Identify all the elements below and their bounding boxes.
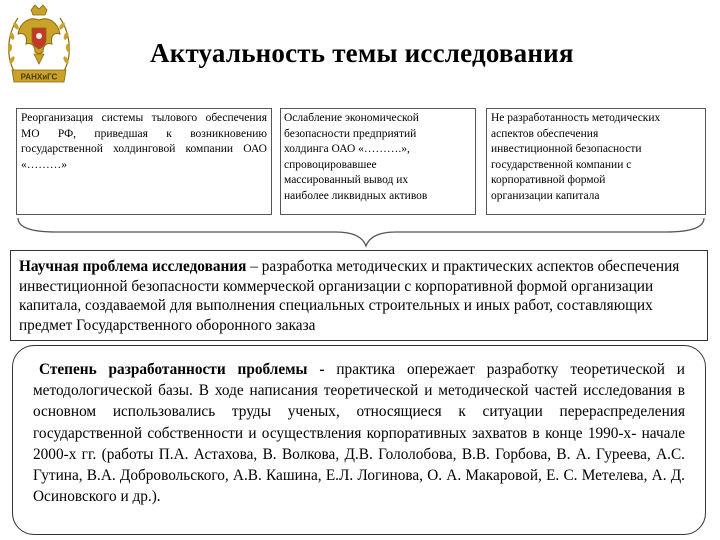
curly-brace-icon <box>16 216 706 250</box>
reason-box-reorganization: Реорганизация системы тылового обеспечения МО РФ, приведшая к возникновению государственной холдинговой компании ОАО «………» <box>16 108 272 215</box>
box2-line: спровоцировавшее <box>284 158 377 171</box>
box3-line: аспектов обеспечения <box>491 127 599 140</box>
degree-heading: Степень разработанности проблемы - <box>39 361 325 378</box>
box2-line: Ослабление экономической <box>284 112 419 124</box>
problem-heading: Научная проблема исследования <box>19 258 247 275</box>
box2-line: холдинга ОАО «……….», <box>284 143 410 156</box>
box3-line: государственной компании с <box>491 158 632 171</box>
emblem-logo-icon <box>4 2 74 94</box>
problem-text: – разработка методических и практических аспектов обеспечения инвестиционной безопасности коммерческой организации с корпоративной формой организации капитала, создаваемой для выполнения специальных строительных и иных работ, составляющих предмет Государственного оборонного заказа <box>19 258 680 334</box>
scientific-problem-panel <box>10 250 708 341</box>
box3-line: Не разработанность методических <box>491 112 661 124</box>
degree-text: практика опережает разработку теоретической и методологической базы. В ходе написания теоретической и методической частей исследования в основном использовались труды ученых, относящиеся к ситуации перераспределения государственной собственности и осуществления корпоративных захватов в конце 1990-х- начале 2000-х гг. (работы П.А. Астахова, В. Волкова, Д.В. Гололобова, В.В. Горбова, В. А. Гуреева, А.С. Гутина, В.А. Добровольского, А.В. Кашина, Е.Л. Логинова, О. А. Макаровой, Е. С. Метелева, А. Д. Осиновского и др.). <box>33 361 685 506</box>
box2-line: массированный вывод их <box>284 174 409 187</box>
box2-line: безопасности предприятий <box>284 127 417 140</box>
box3-line: инвестиционной безопасности <box>491 143 642 156</box>
box3-line: корпоративной формой <box>491 174 606 187</box>
logo-caption: РАНХиГС <box>20 72 58 82</box>
slide-title: Актуальность темы исследования <box>150 38 574 68</box>
box3-line: организации капитала <box>491 189 600 202</box>
reason-box-methodology-gap <box>486 108 706 215</box>
box2-line: наиболее ликвидных активов <box>284 189 428 202</box>
reason-box-security-weakening <box>280 108 476 215</box>
problem-development-degree-panel <box>12 345 706 535</box>
